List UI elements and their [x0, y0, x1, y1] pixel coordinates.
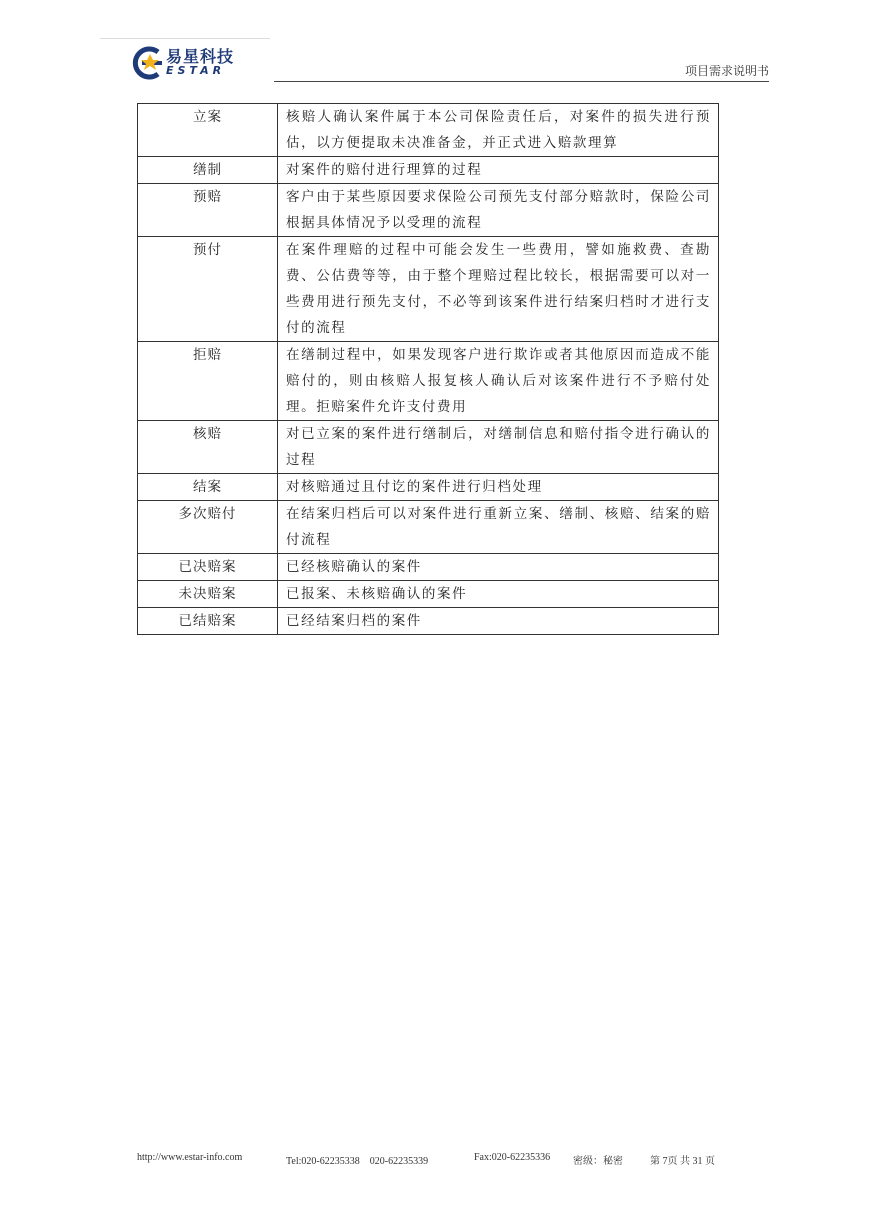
page-header: [0, 0, 869, 90]
table-row: [138, 581, 719, 608]
estar-logo-icon: [128, 46, 166, 80]
table-row: [138, 474, 719, 501]
company-logo: [128, 44, 258, 84]
footer-page-number: 第 7页 共 31 页: [650, 1156, 715, 1167]
footer-secrecy: 密级：秘密: [573, 1156, 623, 1167]
definition-cell: 对已立案的案件进行缮制后，对缮制信息和赔付指令进行确认的过程: [278, 421, 719, 474]
definition-cell: 对核赔通过且付讫的案件进行归档处理: [278, 474, 719, 501]
table-row: [138, 184, 719, 237]
footer-telephone: Tel:020-62235338 020-62235339: [286, 1156, 429, 1167]
logo-chinese-name: 易星科技: [166, 47, 235, 66]
definition-cell: 已经结案归档的案件: [278, 608, 719, 635]
term-cell: 预付: [138, 237, 278, 342]
term-cell: 核赔: [138, 421, 278, 474]
table-row: [138, 104, 719, 157]
footer-website: http://www.estar-info.com: [137, 1152, 243, 1163]
term-cell: 预赔: [138, 184, 278, 237]
term-cell: 缮制: [138, 157, 278, 184]
definition-cell: 核赔人确认案件属于本公司保险责任后，对案件的损失进行预估，以方便提取未决准备金，并正式进入赔款理算: [278, 104, 719, 157]
table-row: [138, 554, 719, 581]
term-cell: 未决赔案: [138, 581, 278, 608]
term-cell: 拒赔: [138, 342, 278, 421]
table-row: [138, 501, 719, 554]
definition-cell: 客户由于某些原因要求保险公司预先支付部分赔款时，保险公司根据具体情况予以受理的流程: [278, 184, 719, 237]
definition-cell: 对案件的赔付进行理算的过程: [278, 157, 719, 184]
table-row: [138, 157, 719, 184]
table-row: [138, 342, 719, 421]
glossary-table-body: [138, 104, 719, 635]
term-cell: 结案: [138, 474, 278, 501]
term-cell: 立案: [138, 104, 278, 157]
definition-cell: 在结案归档后可以对案件进行重新立案、缮制、核赔、结案的赔付流程: [278, 501, 719, 554]
definition-cell: 已报案、未核赔确认的案件: [278, 581, 719, 608]
definition-cell: 已经核赔确认的案件: [278, 554, 719, 581]
document-title: 项目需求说明书: [684, 64, 769, 78]
table-row: [138, 608, 719, 635]
definition-cell: 在案件理赔的过程中可能会发生一些费用，譬如施救费、查勘费、公估费等等，由于整个理赔过程比较长，根据需要可以对一些费用进行预先支付，不必等到该案件进行结案归档时才进行支付的流程: [278, 237, 719, 342]
term-cell: 已结赔案: [138, 608, 278, 635]
term-cell: 已决赔案: [138, 554, 278, 581]
glossary-table: [137, 103, 719, 635]
term-cell: 多次赔付: [138, 501, 278, 554]
header-top-rule: [100, 38, 270, 39]
definition-cell: 在缮制过程中，如果发现客户进行欺诈或者其他原因而造成不能赔付的，则由核赔人报复核人确认后对该案件进行不予赔付处理。拒赔案件允许支付费用: [278, 342, 719, 421]
table-row: [138, 421, 719, 474]
table-row: [138, 237, 719, 342]
logo-english-name: ESTAR: [166, 64, 226, 77]
header-rule: [274, 81, 769, 82]
footer-fax: Fax:020-62235336: [474, 1152, 551, 1163]
